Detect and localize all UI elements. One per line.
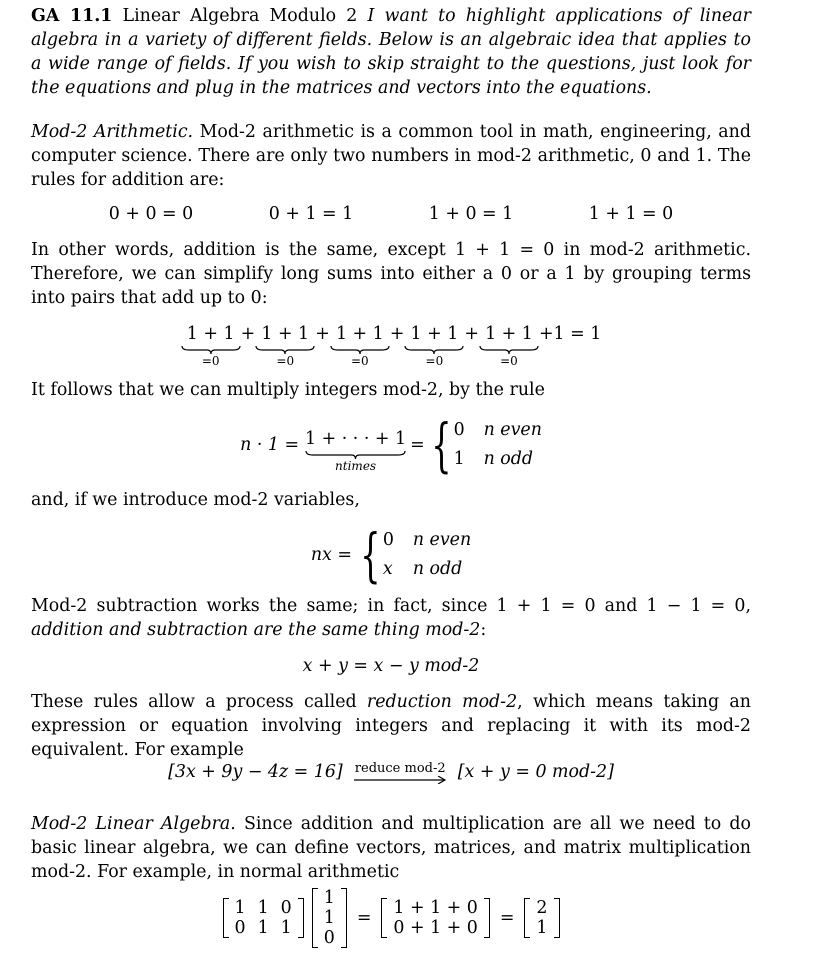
pair-sum: 1 + 1 =0 + 1 + 1 =0 + 1 + 1 =0 + 1 + 1 =0 + 1 + 1 =0 +1 = 1 <box>31 322 751 368</box>
underbrace-icon <box>404 346 464 354</box>
nx-lhs: nx = <box>310 545 352 565</box>
matrix-example: 1 1 0 0 1 1 1 1 0 = 1 + 1 + 0 0 + 1 + 0 = 2 1 <box>31 888 751 948</box>
other-words-paragraph <box>31 238 751 310</box>
addition-rules <box>31 202 751 226</box>
linalg-text: Since addition and multiplication are all we need to do basic linear algebra, we can define vectors, matrices, and matrix multiplication mod-2. For example, in normal arithmetic <box>31 814 751 882</box>
other-words-text: In other words, addition is the same, except 1 + 1 = 0 in mod-2 arithmetic. Therefore, we can simplify long sums into either a 0 or a 1 by grouping terms into pairs that add up to 0: <box>31 240 751 308</box>
subtraction-equation: x + y = x − y mod-2 <box>302 656 480 676</box>
pair-tail: +1 = 1 <box>538 324 602 344</box>
arith-text: Mod-2 arithmetic is a common tool in math, engineering, and computer science. There are only two numbers in mod-2 arithmetic, 0 and 1. The rules for addition are: <box>31 122 752 190</box>
pair-group: 1 + 1 =0 <box>255 322 315 368</box>
n-sum-group: 1 + · · · + 1 ntimes <box>305 429 407 473</box>
follows-text: It follows that we can multiply integers mod-2, by the rule <box>31 380 545 400</box>
pair-group: 1 + 1 =0 <box>330 322 390 368</box>
section-intro: I want to highlight applications of linear algebra in a variety of different fields. Below is an algebraic idea that applies to a wide range of fields. If you wish to skip straight to the questions, just look for the equations and plug in the matrices and vectors into the equations. <box>31 6 751 98</box>
pair-group: 1 + 1 =0 <box>404 322 464 368</box>
nx-rule <box>31 521 751 589</box>
vector: 1 1 0 <box>312 888 347 948</box>
reduction-paragraph: These rules allow a process called reduction mod-2, which means taking an expression or equation involving integers and replacing it with its mod-2 equivalent. For example <box>31 692 751 760</box>
linalg-paragraph <box>31 812 751 884</box>
subtraction-paragraph: Mod-2 subtraction works the same; in fact, since 1 + 1 = 0 and 1 − 1 = 0, addition and subtraction are the same thing mod-2: <box>31 596 751 640</box>
reduce-arrow: reduce mod-2 <box>354 762 446 784</box>
underbrace-icon <box>181 346 241 354</box>
underbrace-icon <box>330 346 390 354</box>
result-expression: 1 + 1 + 0 0 + 1 + 0 <box>381 898 489 938</box>
nx-cases: { 0 n even x n odd <box>360 521 472 589</box>
rule: 0 + 1 = 1 <box>268 204 354 224</box>
n-lhs: n · 1 = <box>240 435 300 455</box>
underbrace-icon <box>305 451 406 459</box>
introduce-text: and, if we introduce mod-2 variables, <box>31 490 360 510</box>
section-title: Linear Algebra Modulo 2 <box>122 6 358 26</box>
linalg-heading: Mod-2 Linear Algebra. <box>31 814 236 834</box>
n-times-rule: n · 1 = 1 + · · · + 1 ntimes = { 0 n even 1 n odd <box>240 411 542 479</box>
underbrace-icon <box>255 346 315 354</box>
underbrace-icon <box>479 346 539 354</box>
matrix: 1 1 0 0 1 1 <box>223 898 304 938</box>
left-brace-icon: { <box>430 411 452 479</box>
n-cases: { 0 n even 1 n odd <box>430 411 542 479</box>
rule: 1 + 1 = 0 <box>588 204 674 224</box>
right-arrow-icon <box>354 776 446 784</box>
reduction-example: [3x + 9y − 4z = 16] reduce mod-2 [x + y = 0 mod-2] <box>168 760 614 782</box>
arith-paragraph <box>31 120 751 192</box>
pair-group: 1 + 1 =0 <box>479 322 539 368</box>
arith-heading: Mod-2 Arithmetic. <box>31 122 194 142</box>
result-vector: 2 1 <box>524 898 559 938</box>
section-number: GA 11.1 <box>31 6 113 26</box>
left-brace-icon: { <box>360 521 381 589</box>
intro-paragraph <box>31 4 751 100</box>
pair-group: 1 + 1 =0 <box>181 322 241 368</box>
rule: 0 + 0 = 0 <box>108 204 194 224</box>
rule: 1 + 0 = 1 <box>428 204 514 224</box>
